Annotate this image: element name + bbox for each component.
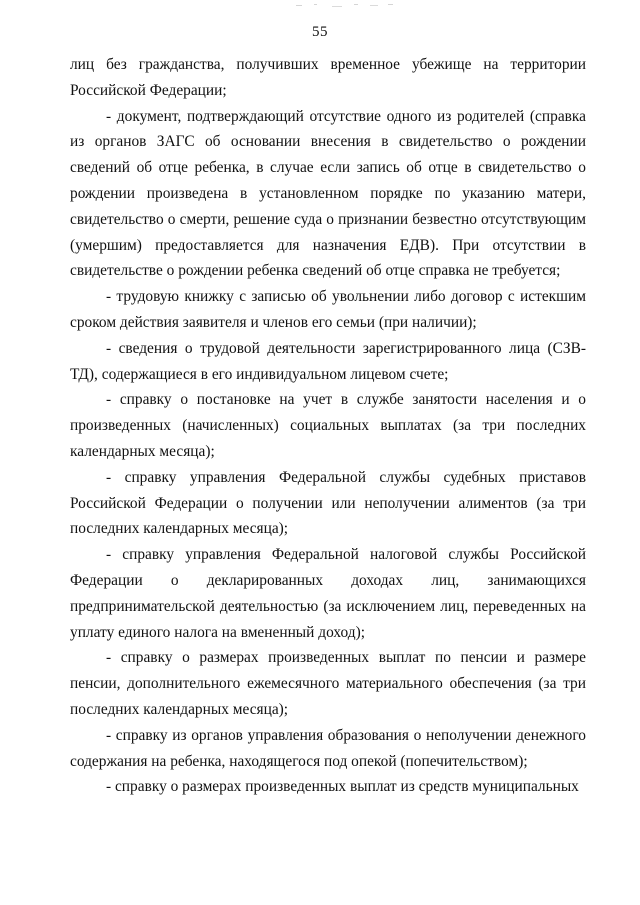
paragraph-pension-certificate: - справку о размерах произведенных выплат по пенсии и размере пенсии, дополнительного ежемесячного материального обеспечения (за три последних календарных месяца); [70,649,586,718]
paragraph-employment-service-certificate: - справку о постановке на учет в службе занятости населения и о произведенных (начисленных) социальных выплатах (за три последних календарных месяца); [70,391,586,460]
paragraph-municipal-payments-certificate: - справку о размерах произведенных выплат из средств муниципальных [106,778,579,796]
document-body [70,52,586,800]
scan-artifact [292,2,402,10]
paragraph-education-authority-certificate: - справку из органов управления образования о неполучении денежного содержания на ребенка, находящегося под опекой (попечительством); [70,726,586,770]
paragraph-tax-service-certificate: - справку управления Федеральной налоговой службы Российской Федерации о декларированных доходах лиц, занимающихся предпринимательской деятельностью (за исключением лиц, переведенных на уплату единого налога на вмененный доход); [70,546,586,641]
page-number: 55 [312,24,328,40]
paragraph-labor-activity-info: - сведения о трудовой деятельности зарегистрированного лица (СЗВ-ТД), содержащиеся в его индивидуальном лицевом счете; [70,339,586,383]
paragraph-parent-absence-document: - документ, подтверждающий отсутствие одного из родителей (справка из органов ЗАГС об основании внесения в свидетельство о рождении сведений об отце ребенка, в случае если запись об отце в свидетельство о рождении произведена в установленном порядке по указанию матери, свидетельство о смерти, решение суда о признании безвестно отсутствующим (умершим) предоставляется для назначения ЕДВ). При отсутствии в свидетельстве о рождении ребенка сведений об отце справка не требуется; [70,107,586,280]
paragraph-bailiff-service-certificate: - справку управления Федеральной службы судебных приставов Российской Федерации о получении или неполучении алиментов (за три последних календарных месяца); [70,468,586,538]
paragraph-continuation: лиц без гражданства, получивших временное убежище на территории Российской Федерации; [70,56,586,99]
paragraph-employment-record: - трудовую книжку с записью об увольнении либо договор с истекшим сроком действия заявителя и членов его семьи (при наличии); [70,288,586,331]
